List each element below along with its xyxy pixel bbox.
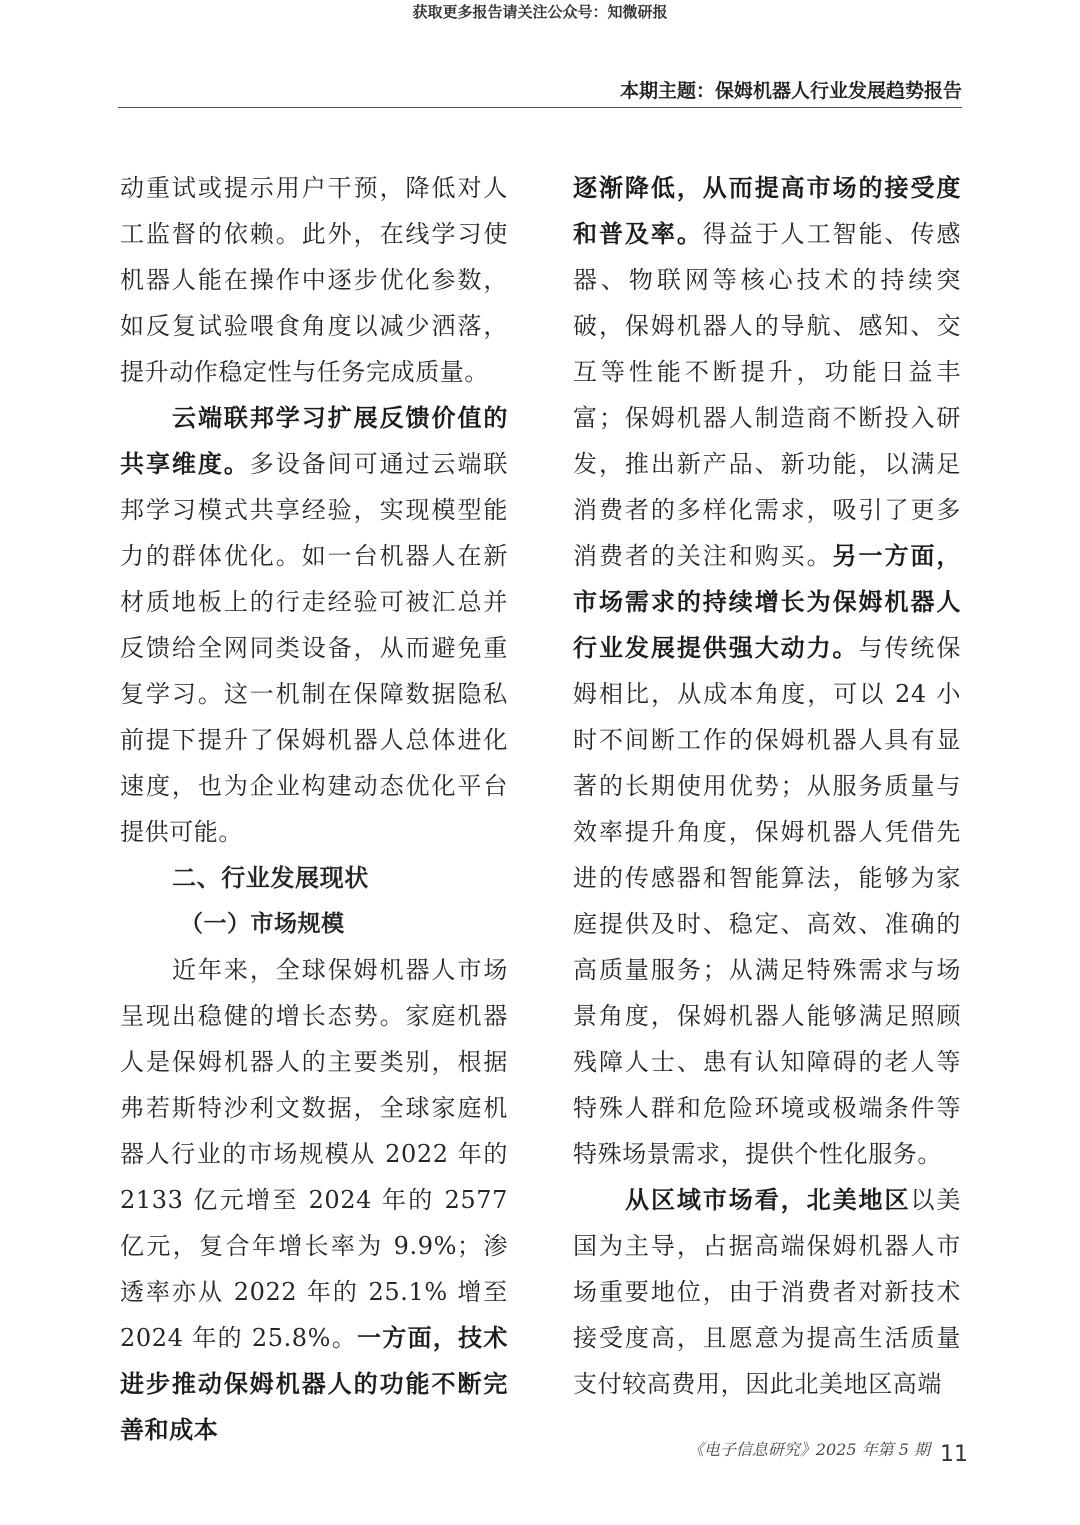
bold-lead: 从区域市场看，北美地区 <box>625 1185 911 1214</box>
top-banner: 获取更多报告请关注公众号：知微研报 <box>412 3 668 21</box>
paragraph-text: 动重试或提示用户干预，降低对人工监督的依赖。此外，在线学习使机器人能在操作中逐步优化参数，如反复试验喂食角度以减少洒落，提升动作稳定性与任务完成质量。 <box>120 174 508 386</box>
paragraph <box>120 395 508 855</box>
page-number: 11 <box>940 1442 968 1467</box>
header-divider <box>118 107 962 108</box>
paragraph <box>120 165 508 395</box>
left-column <box>120 165 508 1453</box>
bold-lead: 另一方面，市场需求的持续增长为保姆机器人行业发展提供强大动力。 <box>573 541 962 662</box>
running-head: 本期主题：保姆机器人行业发展趋势报告 <box>619 80 962 102</box>
paragraph-text: 得益于人工智能、传感器、物联网等核心技术的持续突破，保姆机器人的导航、感知、交互等性能不断提升，功能日益丰富；保姆机器人制造商不断投入研发，推出新产品、新功能，以满足消费者的多样化需求，吸引了更多消费者的关注和购买。 <box>573 220 962 570</box>
right-column <box>573 165 961 1407</box>
paragraph-text: 多设备间可通过云端联邦学习模式共享经验，实现模型能力的群体优化。如一台机器人在新材质地板上的行走经验可被汇总并反馈给全网同类设备，从而避免重复学习。这一机制在保障数据隐私前提下提升了保姆机器人总体进化速度，也为企业构建动态优化平台提供可能。 <box>120 450 509 846</box>
paragraph <box>573 165 961 1177</box>
footer-journal: 《电子信息研究》2025 年第 5 期 <box>687 1440 930 1459</box>
section-heading: 二、行业发展现状 <box>172 863 369 892</box>
paragraph-text: 以美国为主导，占据高端保姆机器人市场重要地位，由于消费者对新技术接受度高，且愿意为提高生活质量支付较高费用，因此北美地区高端 <box>573 1186 962 1398</box>
bold-lead: 一方面，技术进步推动保姆机器人的功能不断完善和成本 <box>120 1323 508 1444</box>
paragraph <box>573 1177 961 1407</box>
paragraph <box>120 947 508 1453</box>
subsection-heading: （一）市场规模 <box>180 910 345 937</box>
paragraph-text: 与传统保姆相比，从成本角度，可以 24 小时不间断工作的保姆机器人具有显著的长期使用优势；从服务质量与效率提升角度，保姆机器人凭借先进的传感器和智能算法，能够为家庭提供及时、稳定、高效、准确的高质量服务；从满足特殊需求与场景角度，保姆机器人能够满足照顾残障人士、患有认知障碍的老人等特殊人群和危险环境或极端条件等特殊场景需求，提供个性化服务。 <box>573 634 961 1168</box>
paragraph-text: 近年来，全球保姆机器人市场呈现出稳健的增长态势。家庭机器人是保姆机器人的主要类别，根据弗若斯特沙利文数据，全球家庭机器人行业的市场规模从 2022 年的 2133 亿元增至 2024 年的 2577 亿元，复合年增长率为 9.9%；渗透率亦从 2022 年的 25.1% 增至 2024 年的 25.8%。 <box>120 956 508 1352</box>
bold-lead: 云端联邦学习扩展反馈价值的共享维度。 <box>120 403 508 478</box>
bold-lead: 逐渐降低，从而提高市场的接受度和普及率。 <box>573 173 961 248</box>
